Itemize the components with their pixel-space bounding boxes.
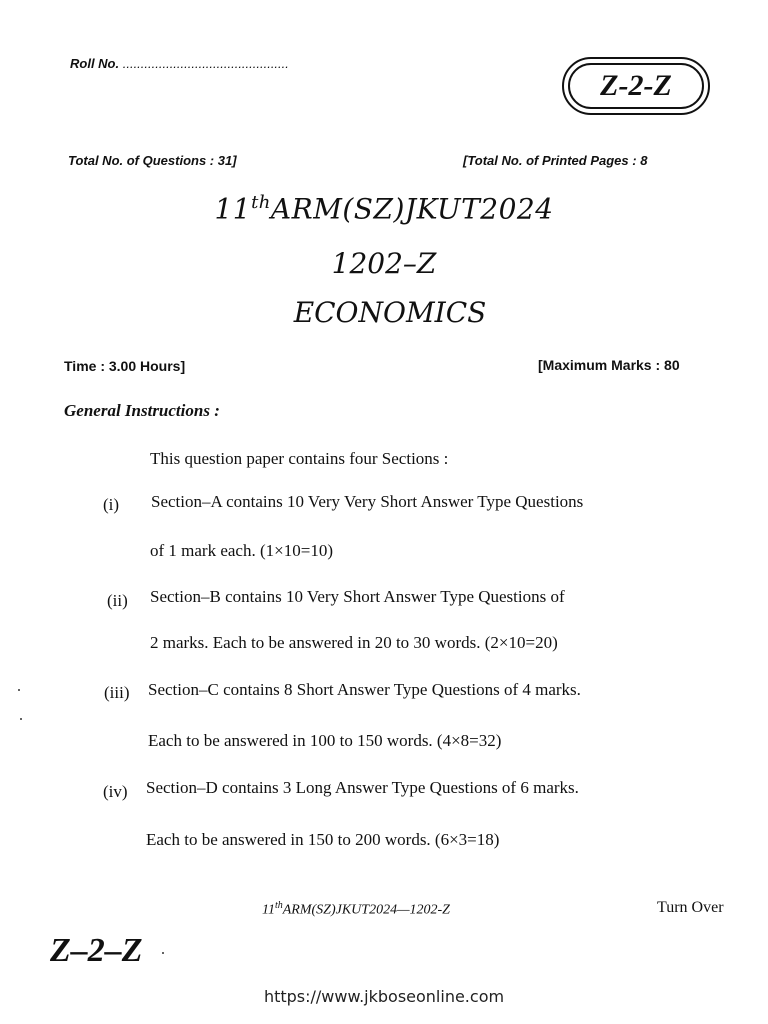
footer-paper-code <box>262 900 450 919</box>
footer-code-prefix: 11 <box>262 902 275 918</box>
paper-code-title: 1202–Z <box>331 247 437 280</box>
paper-code-badge <box>562 57 710 115</box>
paper-code-badge-text: Z-2-Z <box>568 63 704 109</box>
instruction-line: 2 marks. Each to be answered in 20 to 30 words. (2×10=20) <box>150 633 558 652</box>
instruction-line: Section–C contains 8 Short Answer Type Questions of 4 marks. <box>148 680 581 699</box>
instruction-line: Each to be answered in 150 to 200 words. (6×3=18) <box>146 830 500 849</box>
instructions-intro: This question paper contains four Sections : <box>150 449 449 468</box>
footer-code-rest: ARM(SZ)JKUT2024—1202-Z <box>282 902 450 918</box>
instruction-line: Section–B contains 10 Very Short Answer Type Questions of <box>150 587 565 606</box>
exam-title-sup: th <box>251 192 271 213</box>
instruction-number: (iii) <box>104 683 130 702</box>
instruction-line: Section–D contains 3 Long Answer Type Questions of 6 marks. <box>146 778 579 797</box>
roll-number-field <box>70 56 289 71</box>
roll-number-dots: .............................................. <box>122 56 289 71</box>
instruction-line: Section–A contains 10 Very Very Short Answer Type Questions <box>151 492 584 511</box>
subject-title: ECONOMICS <box>293 296 487 329</box>
source-url[interactable]: https://www.jkboseonline.com <box>263 987 505 1006</box>
roll-number-label: Roll No. <box>70 56 120 71</box>
scan-speck <box>162 952 164 954</box>
exam-time: Time : 3.00 Hours] <box>64 358 186 374</box>
bottom-paper-code: Z–2–Z <box>50 932 143 969</box>
exam-title <box>0 192 768 225</box>
instructions-heading: General Instructions : <box>64 401 220 420</box>
maximum-marks: [Maximum Marks : 80 <box>538 357 680 373</box>
total-printed-pages: [Total No. of Printed Pages : 8 <box>463 153 648 168</box>
turn-over-note: Turn Over <box>657 899 724 916</box>
instruction-line: of 1 mark each. (1×10=10) <box>150 541 333 560</box>
exam-title-prefix: 11 <box>214 192 252 226</box>
instruction-line: Each to be answered in 100 to 150 words. (4×8=32) <box>148 731 502 750</box>
scan-speck <box>20 718 22 720</box>
exam-title-rest: ARM(SZ)JKUT2024 <box>270 192 554 226</box>
total-questions: Total No. of Questions : 31] <box>68 153 237 168</box>
footer-code-sup: th <box>274 900 283 911</box>
instruction-number: (ii) <box>107 591 128 610</box>
instruction-number: (i) <box>103 495 120 514</box>
scan-speck <box>18 689 20 691</box>
instruction-number: (iv) <box>103 782 128 801</box>
